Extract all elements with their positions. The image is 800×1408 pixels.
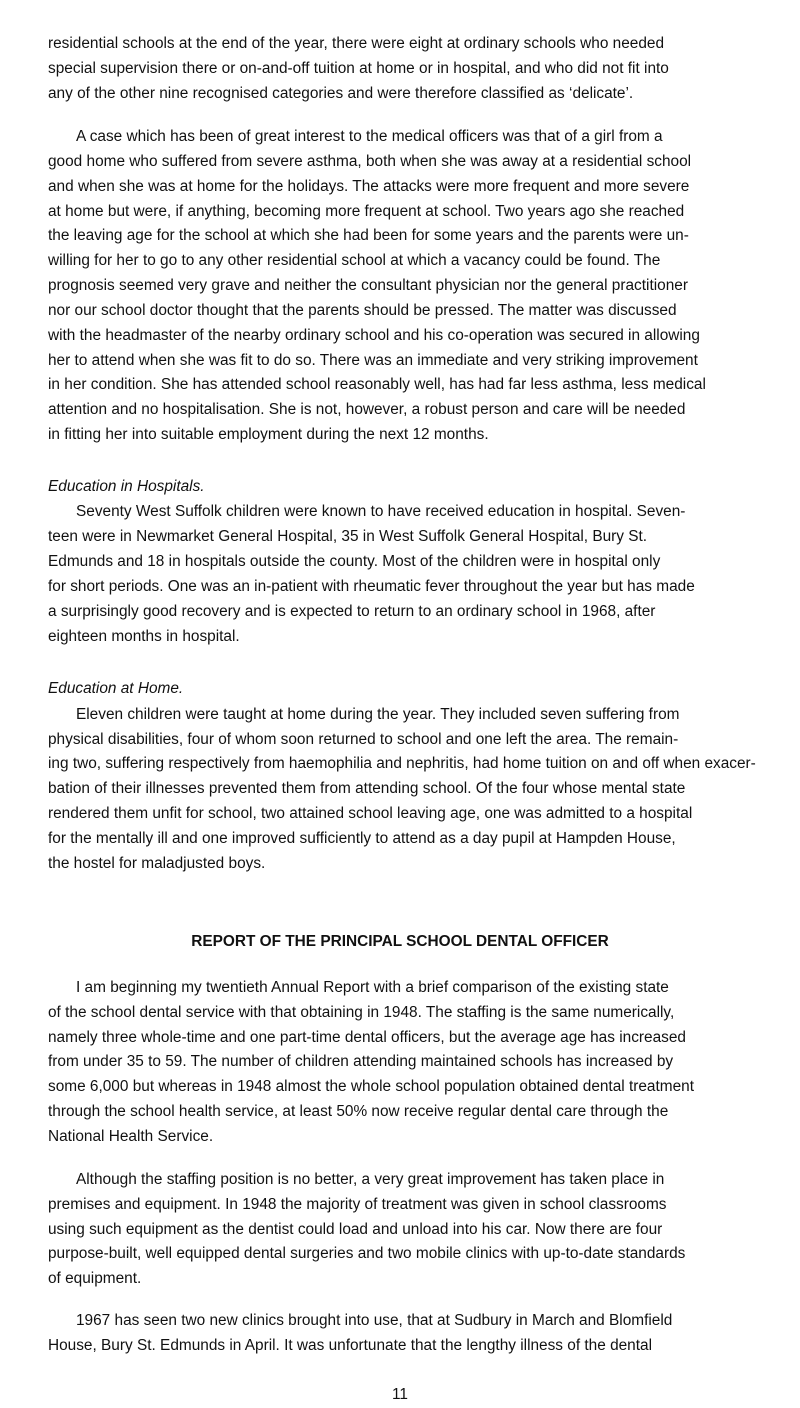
text-line: eighteen months in hospital. xyxy=(48,627,240,645)
text-line: with the headmaster of the nearby ordinary school and his co-operation was secured in allowing xyxy=(48,326,700,344)
text-line: in fitting her into suitable employment during the next 12 months. xyxy=(48,426,489,444)
text-line: her to attend when she was fit to do so. There was an immediate and very striking improvement xyxy=(48,351,698,369)
text-line: some 6,000 but whereas in 1948 almost the whole school population obtained dental treatment xyxy=(48,1078,694,1096)
text-line: special supervision there or on-and-off tuition at home or in hospital, and who did not fit into xyxy=(48,60,669,78)
text-line: from under 35 to 59. The number of children attending maintained schools has increased by xyxy=(48,1053,674,1071)
text-line: A case which has been of great interest to the medical officers was that of a girl from a xyxy=(76,128,663,146)
text-line: through the school health service, at least 50% now receive regular dental care through the xyxy=(48,1103,669,1121)
text-line: the leaving age for the school at which she had been for some years and the parents were un- xyxy=(48,227,689,245)
text-line: for short periods. One was an in-patient with rheumatic fever throughout the year but has made xyxy=(48,577,695,595)
text-line: Edmunds and 18 in hospitals outside the county. Most of the children were in hospital only xyxy=(48,553,661,571)
text-line: any of the other nine recognised categories and were therefore classified as ‘delicate’. xyxy=(48,85,634,103)
text-line: at home but were, if anything, becoming more frequent at school. Two years ago she reached xyxy=(48,202,685,220)
text-line: 1967 has seen two new clinics brought into use, that at Sudbury in March and Blomfield xyxy=(76,1312,673,1330)
text-line: National Health Service. xyxy=(48,1127,214,1145)
text-line: purpose-built, well equipped dental surgeries and two mobile clinics with up-to-date standards xyxy=(48,1245,686,1263)
text-line: of equipment. xyxy=(48,1270,142,1288)
text-line: using such equipment as the dentist could load and unload into his car. Now there are four xyxy=(48,1220,663,1238)
text-line: prognosis seemed very grave and neither the consultant physician nor the general practitioner xyxy=(48,277,688,295)
text-line: in her condition. She has attended school reasonably well, has had far less asthma, less medical xyxy=(48,376,706,394)
text-line: good home who suffered from severe asthma, both when she was away at a residential school xyxy=(48,152,692,170)
text-line: premises and equipment. In 1948 the majority of treatment was given in school classrooms xyxy=(48,1195,667,1213)
text-line: namely three whole-time and one part-time dental officers, but the average age has increased xyxy=(48,1028,686,1046)
section-heading-hospitals: Education in Hospitals. xyxy=(48,477,205,495)
text-line: physical disabilities, four of whom soon returned to school and one left the area. The remain- xyxy=(48,730,679,748)
text-line: of the school dental service with that obtaining in 1948. The staffing is the same numerically, xyxy=(48,1003,675,1021)
text-line: and when she was at home for the holidays. The attacks were more frequent and more severe xyxy=(48,177,690,195)
text-line: willing for her to go to any other residential school at which a vacancy could be found. The xyxy=(48,252,661,270)
text-line: residential schools at the end of the year, there were eight at ordinary schools who needed xyxy=(48,35,665,53)
text-line: a surprisingly good recovery and is expected to return to an ordinary school in 1968, after xyxy=(48,602,656,620)
text-line: ing two, suffering respectively from haemophilia and nephritis, had home tuition on and off when exacer- xyxy=(48,755,756,773)
report-title: REPORT OF THE PRINCIPAL SCHOOL DENTAL OFFICER xyxy=(191,933,609,951)
text-line: I am beginning my twentieth Annual Report with a brief comparison of the existing state xyxy=(76,978,669,996)
text-line: the hostel for maladjusted boys. xyxy=(48,854,266,872)
section-heading-home: Education at Home. xyxy=(48,680,184,698)
text-line: bation of their illnesses prevented them from attending school. Of the four whose mental state xyxy=(48,780,686,798)
text-line: Eleven children were taught at home during the year. They included seven suffering from xyxy=(76,705,680,723)
text-line: attention and no hospitalisation. She is not, however, a robust person and care will be needed xyxy=(48,401,686,419)
page-number: 11 xyxy=(392,1386,408,1403)
text-line: for the mentally ill and one improved sufficiently to attend as a day pupil at Hampden House, xyxy=(48,829,676,847)
text-line: nor our school doctor thought that the parents should be pressed. The matter was discussed xyxy=(48,301,677,319)
text-line: teen were in Newmarket General Hospital, 35 in West Suffolk General Hospital, Bury St. xyxy=(48,528,648,546)
text-line: Seventy West Suffolk children were known to have received education in hospital. Seven- xyxy=(76,503,686,521)
text-line: rendered them unfit for school, two attained school leaving age, one was admitted to a hospital xyxy=(48,805,693,823)
text-line: Although the staffing position is no better, a very great improvement has taken place in xyxy=(76,1170,665,1188)
text-line: House, Bury St. Edmunds in April. It was unfortunate that the lengthy illness of the dental xyxy=(48,1337,652,1355)
